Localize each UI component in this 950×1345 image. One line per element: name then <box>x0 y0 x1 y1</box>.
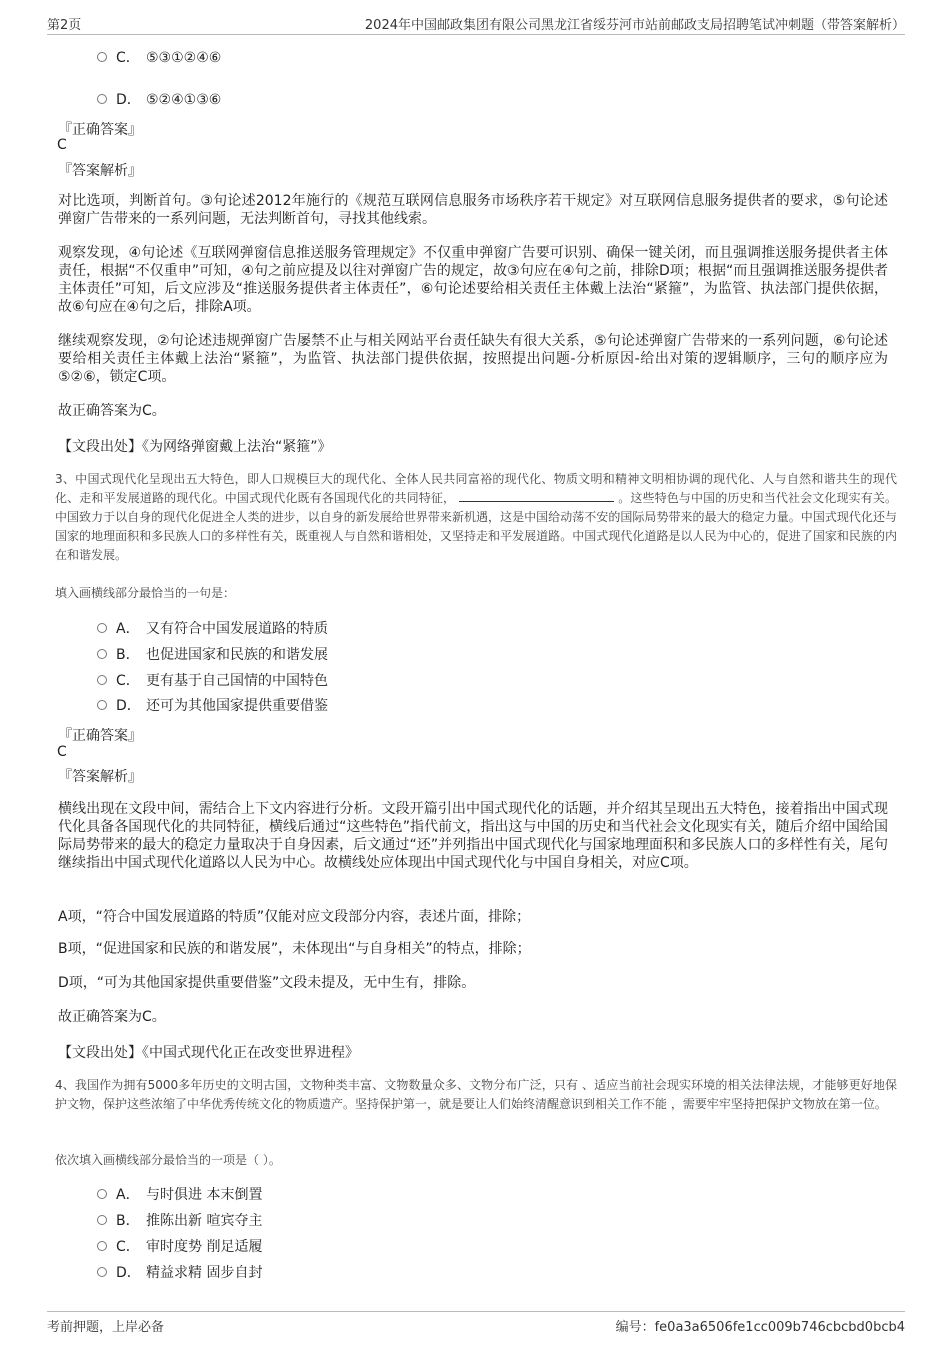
q3-analysis-d: D项，“可为其他国家提供重要借鉴”文段未提及，无中生有，排除。 <box>58 975 476 991</box>
q4-option-d[interactable]: D． 精益求精 固步自封 <box>97 1264 262 1282</box>
document-title: 2024年中国邮政集团有限公司黑龙江省绥芬河市站前邮政支局招聘笔试冲刺题（带答案解析） <box>364 18 905 33</box>
radio-icon[interactable] <box>97 1241 107 1251</box>
q2-analysis-p2: 观察发现，④句论述《互联网弹窗信息推送服务管理规定》不仅重申弹窗广告要可识别、确保一键关闭，而且强调推送服务提供者主体责任，根据“不仅重申”可知，④句之前应提及以往对弹窗广告的规定，故③句应在④句之前，排除D项；根据“而且强调推送服务提供者主体责任”可知，后文应涉及“推送服务提供者主体责任”，⑥句论述要给相关责任主体戴上法治“紧箍”，为监管、执法部门提供依据，故⑥句应在④句之后，排除A项。 <box>58 245 888 315</box>
q2-answer-label: 『正确答案』 <box>58 122 142 138</box>
q3-option-c[interactable]: C． 更有基于自己国情的中国特色 <box>97 672 328 690</box>
q2-analysis-p3: 继续观察发现，②句论述违规弹窗广告屡禁不止与相关网站平台责任缺失有很大关系，⑤句论述弹窗广告带来的一系列问题，⑥句论述要给相关责任主体戴上法治“紧箍”，为监管、执法部门提供依据，按照提出问题-分析原因-给出对策的逻辑顺序，三句的顺序应为⑤②⑥，锁定C项。 <box>58 333 888 385</box>
q4-option-a[interactable]: A． 与时俱进 本末倒置 <box>97 1186 262 1204</box>
radio-icon[interactable] <box>97 700 107 710</box>
q3-prompt: 填入画横线部分最恰当的一句是： <box>55 586 236 600</box>
radio-icon[interactable] <box>97 1267 107 1277</box>
radio-icon[interactable] <box>97 1215 107 1225</box>
q3-option-a[interactable]: A． 又有符合中国发展道路的特质 <box>97 620 328 638</box>
q4-stem: 4、我国作为拥有5000多年历史的文明古国，文物种类丰富、文物数量众多、文物分布广泛，只有 、适应当前社会现实环境的相关法律法规，才能够更好地保护文物，保护这些浓缩了中华优秀传统文化的物质遗产。坚持保护第一，就是要让人们始终清醒意识到相关工作不能 ，需要牢牢坚持把保护文物放在第一位。 <box>55 1078 897 1111</box>
q2-analysis-label: 『答案解析』 <box>58 163 142 179</box>
q3-analysis-label: 『答案解析』 <box>58 769 142 785</box>
q2-answer: C <box>57 137 67 153</box>
fill-blank-line <box>459 489 614 502</box>
document-id: 编号：fe0a3a6506fe1cc009b746cbcbd0bcb4 <box>615 1320 905 1335</box>
page-number: 第2页 <box>47 18 82 33</box>
radio-icon[interactable] <box>97 675 107 685</box>
q3-analysis-a: A项，“符合中国发展道路的特质”仅能对应文段部分内容，表述片面，排除； <box>58 909 531 925</box>
q3-analysis-conclusion: 故正确答案为C。 <box>58 1009 166 1025</box>
q3-answer: C <box>57 744 67 760</box>
q3-stem: 3、中国式现代化呈现出五大特色，即人口规模巨大的现代化、全体人民共同富裕的现代化、物质文明和精神文明相协调的现代化、人与自然和谐共生的现代化、走和平发展道路的现代化。中国式现代化既有各国现代化的共同特征， 。这些特色与中国的历史和当代社会文化现实有关。中国致力于以自身的现代化促进全人类的进步，以自身的新发展给世界带来新机遇，这是中国给动荡不安的国际局势带来的最大的稳定力量。中国式现代化还与国家的地理面积和多民族人口的多样性有关，既重视人与自然和谐相处，又坚持走和平发展道路。中国式现代化道路是以人民为中心的，促进了国家和民族的内在和谐发展。 <box>55 472 897 562</box>
radio-icon[interactable] <box>97 1189 107 1199</box>
q3-analysis-p1: 横线出现在文段中间，需结合上下文内容进行分析。文段开篇引出中国式现代化的话题，并介绍其呈现出五大特色，接着指出中国式现代化具备各国现代化的共同特征，横线后通过“这些特色”指代前文，指出这与中国的历史和当代社会文化现实有关，随后介绍中国给国际局势带来的最大的稳定力量取决于自身因素，后文通过“还”并列指出中国式现代化与国家地理面积和多民族人口的多样性有关，尾句继续指出中国式现代化道路以人民为中心。故横线处应体现出中国式现代化与中国自身相关，对应C项。 <box>58 801 888 871</box>
page-footer <box>47 1311 905 1336</box>
q2-option-d[interactable]: D． ⑤②④①③⑥ <box>97 91 221 109</box>
footer-slogan: 考前押题，上岸必备 <box>47 1320 165 1335</box>
q2-analysis-conclusion: 故正确答案为C。 <box>58 403 166 419</box>
q3-analysis-b: B项，“促进国家和民族的和谐发展”，未体现出“与自身相关”的特点，排除； <box>58 941 531 957</box>
radio-icon[interactable] <box>97 52 107 62</box>
radio-icon[interactable] <box>97 649 107 659</box>
q3-source: 【文段出处】《中国式现代化正在改变世界进程》 <box>58 1045 359 1061</box>
q4-option-b[interactable]: B． 推陈出新 喧宾夺主 <box>97 1212 262 1230</box>
q3-answer-label: 『正确答案』 <box>58 728 142 744</box>
q3-option-b[interactable]: B． 也促进国家和民族的和谐发展 <box>97 646 328 664</box>
q3-option-d[interactable]: D． 还可为其他国家提供重要借鉴 <box>97 697 328 715</box>
q2-analysis-p1: 对比选项，判断首句。③句论述2012年施行的《规范互联网信息服务市场秩序若干规定》对互联网信息服务提供者的要求，⑤句论述弹窗广告带来的一系列问题，无法判断首句，寻找其他线索。 <box>58 193 888 227</box>
q4-option-c[interactable]: C． 审时度势 削足适履 <box>97 1238 262 1256</box>
q2-source: 【文段出处】《为网络弹窗戴上法治“紧箍”》 <box>58 439 332 455</box>
q4-prompt: 依次填入画横线部分最恰当的一项是（ ）。 <box>55 1153 281 1167</box>
radio-icon[interactable] <box>97 94 107 104</box>
radio-icon[interactable] <box>97 623 107 633</box>
page-header <box>47 14 905 35</box>
q2-option-c[interactable]: C． ⑤③①②④⑥ <box>97 49 221 67</box>
